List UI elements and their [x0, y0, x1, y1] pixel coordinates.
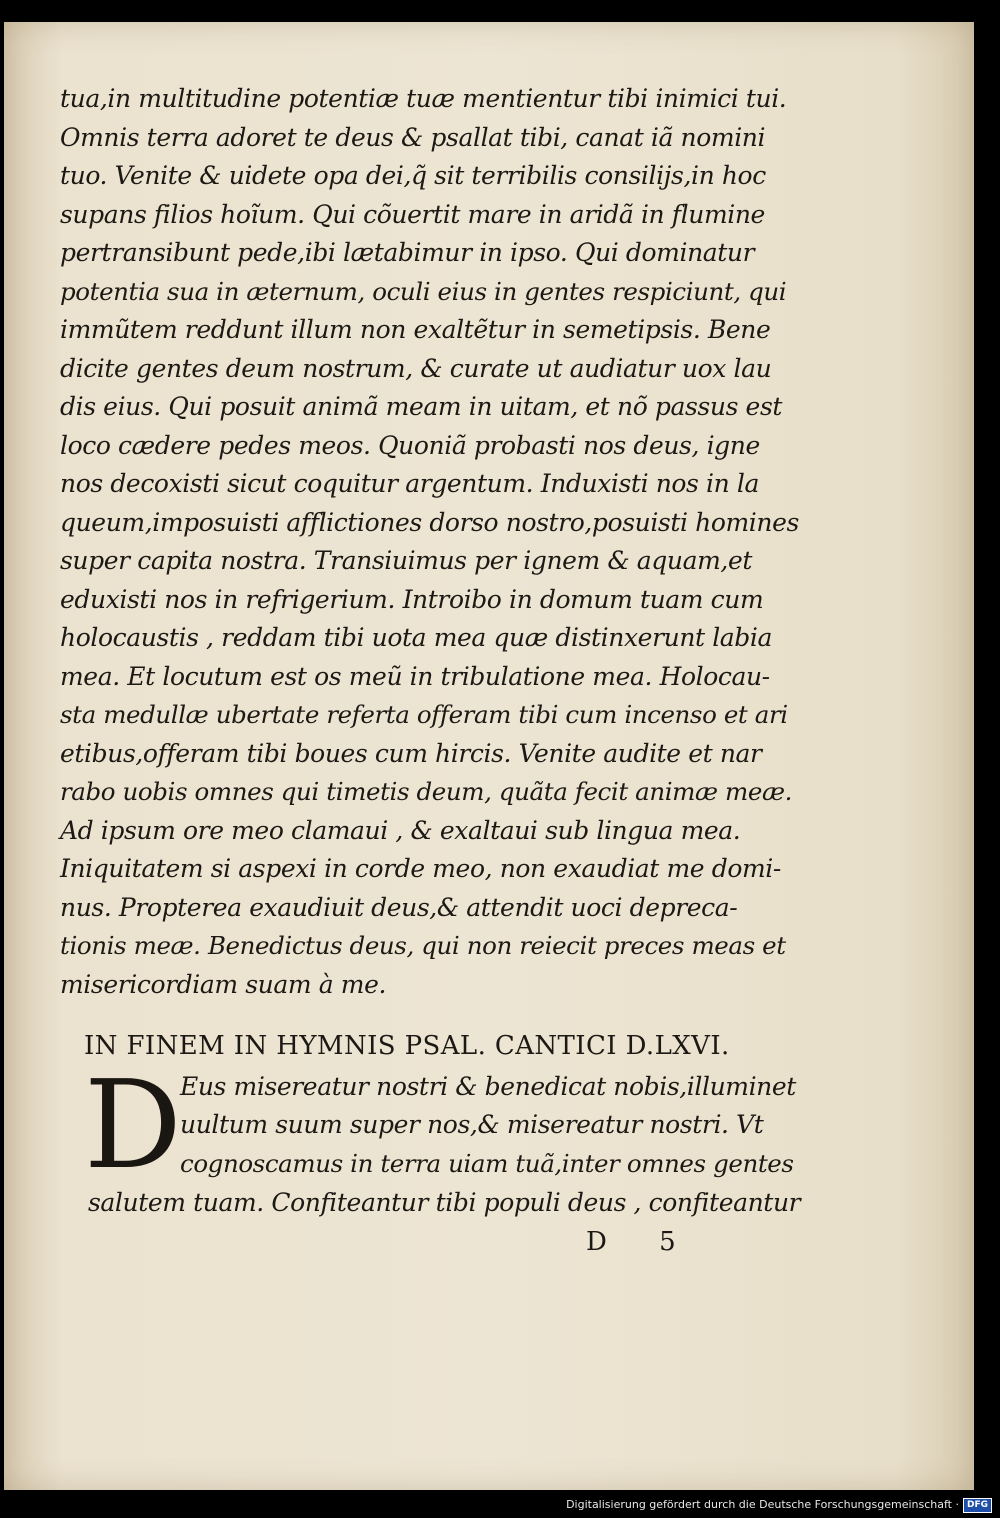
text-line: loco cædere pedes meos. Quoniã probasti nos deus, igne	[60, 430, 760, 460]
text-line: Omnis terra adoret te deus & psallat tibi, canat iã nomini	[60, 122, 766, 152]
text-line: nus. Propterea exaudiuit deus,& attendit uoci depreca-	[60, 892, 738, 922]
text-line: rabo uobis omnes qui timetis deum, quãta fecit animæ meæ.	[60, 777, 792, 806]
text-line: eduxisti nos in refrigerium. Introibo in domum tuam cum	[60, 584, 764, 614]
text-line: etibus,offeram tibi boues cum hircis. Venite audite et nar	[60, 738, 762, 768]
text-line: immũtem reddunt illum non exaltẽtur in semetipsis. Bene	[60, 315, 771, 344]
digitization-credit	[566, 1496, 992, 1514]
text-line: dis eius. Qui posuit animã meam in uitam, et nõ passus est	[60, 392, 783, 421]
text-line: queum,imposuisti afflictiones dorso nostro,posuisti homines	[60, 507, 799, 537]
psalm-line: salutem tuam. Confiteantur tibi populi deus , confiteantur	[88, 1188, 801, 1217]
text-line: tionis meæ. Benedictus deus, qui non reiecit preces meas et	[60, 931, 786, 960]
text-line: tua,in multitudine potentiæ tuæ mentientur tibi inimici tui.	[60, 84, 787, 113]
psalm-text	[84, 1054, 804, 1226]
credit-text: Digitalisierung gefördert durch die Deutsche Forschungsgemeinschaft ·	[566, 1498, 959, 1511]
text-line: Ad ipsum ore meo clamaui , & exaltaui sub lingua mea.	[60, 815, 741, 845]
psalm-line: Eus misereatur nostri & benedicat nobis,illuminet	[180, 1072, 796, 1101]
text-line: holocaustis , reddam tibi uota mea quæ distinxerunt labia	[60, 623, 773, 652]
text-line: pertransibunt pede,ibi lætabimur in ipso. Qui dominatur	[60, 238, 755, 267]
signature-mark: D 5	[586, 1227, 698, 1257]
text-line: Iniquitatem si aspexi in corde meo, non exaudiat me domi-	[60, 854, 781, 883]
text-line: misericordiam suam à me.	[60, 969, 387, 999]
body-text	[60, 80, 800, 1004]
text-line: mea. Et locutum est os meũ in tribulatione mea. Holocau-	[60, 661, 770, 691]
psalm-line: uultum suum super nos,& misereatur nostri. Vt	[180, 1110, 764, 1139]
psalm-line: cognoscamus in terra uiam tuã,inter omnes gentes	[180, 1149, 794, 1178]
psalm-heading: IN FINEM IN HYMNIS PSAL. CANTICI D.LXVI.	[84, 1031, 730, 1061]
drop-cap-initial: D	[84, 1054, 182, 1196]
text-line: super capita nostra. Transiuimus per ignem & aquam,et	[60, 546, 752, 575]
text-line: dicite gentes deum nostrum, & curate ut audiatur uox lau	[60, 353, 772, 383]
text-line: supans filios hoĩum. Qui cõuertit mare in aridã in flumine	[60, 199, 765, 229]
text-line: sta medullæ ubertate referta offeram tibi cum incenso et ari	[60, 700, 788, 729]
dfg-logo: DFG	[963, 1498, 992, 1513]
book-page	[4, 22, 974, 1490]
text-line: potentia sua in æternum, oculi eius in gentes respiciunt, qui	[60, 276, 787, 306]
text-line: tuo. Venite & uidete opa dei,q̃ sit terribilis consilijs,in hoc	[60, 161, 766, 190]
text-line: nos decoxisti sicut coquitur argentum. Induxisti nos in la	[60, 469, 759, 498]
